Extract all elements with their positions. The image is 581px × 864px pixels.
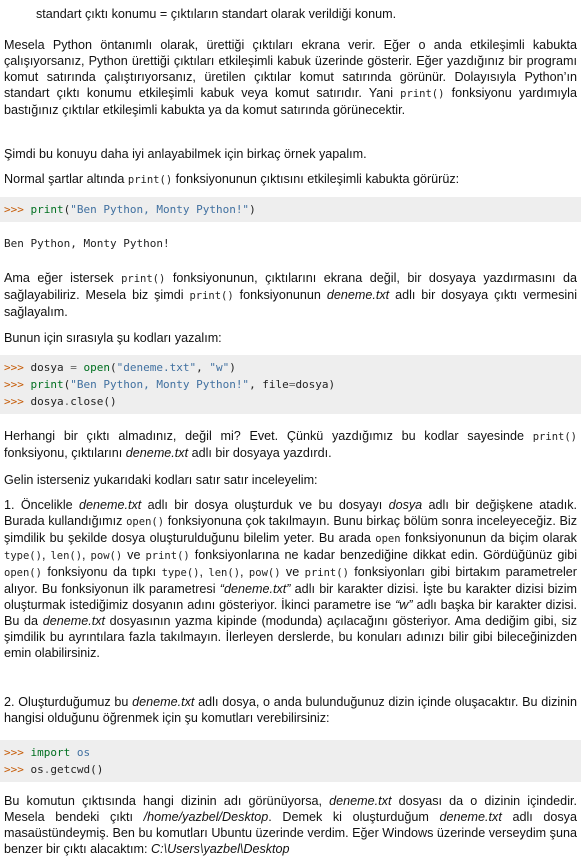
code-text: dosya) — [295, 378, 336, 391]
emphasis: “deneme.txt” — [219, 582, 291, 596]
code-operator: = — [288, 378, 296, 391]
text: adlı bir dosyaya çıktı vermesini sağlayalım. — [4, 288, 577, 319]
text: fonksiyonunun, çıktılarını ekrana değil, bir dosyaya yazdırmasını da sağlayabiliriz. Mesela biz şimdi — [4, 271, 577, 302]
paragraph-step-1 — [0, 497, 581, 661]
text: Normal şartlar altında — [4, 172, 128, 186]
text: fonksiyonu yardımıyla bastığınız çıktılar etkileşimli kabukta ya da komut satırında görünecektir. — [4, 86, 577, 117]
emphasis: C:\Users\yazbel\Desktop — [150, 842, 290, 856]
paragraph-line-by-line — [0, 472, 581, 488]
code-text: close() — [70, 395, 117, 408]
emphasis: deneme.txt — [439, 810, 502, 824]
inline-code: len() — [50, 550, 83, 562]
definition-line: standart çıktı konumu = çıktıların standart olarak verildiği konum. — [36, 7, 397, 21]
code-text: ) — [249, 203, 256, 216]
paragraph-step-2 — [0, 694, 581, 726]
code-text: dosya — [23, 361, 71, 374]
paragraph-directory — [0, 793, 581, 857]
code-operator: = — [70, 361, 77, 374]
text: . Demek ki oluşturduğum — [268, 810, 440, 824]
inline-code: print() — [145, 550, 190, 562]
paragraph-no-output — [0, 428, 581, 461]
text: Şimdi bu konuyu daha iyi anlayabilmek için birkaç örnek yapalım. — [4, 147, 367, 161]
inline-code: open — [375, 533, 401, 545]
text: fonksiyonunun — [233, 288, 327, 302]
text: fonksiyonunun çıktısını etkileşimli kabukta görürüz: — [172, 172, 460, 186]
inline-code: print() — [189, 290, 234, 302]
inline-code: print() — [121, 273, 166, 285]
inline-code: open() — [126, 516, 165, 528]
code-text: os — [30, 763, 44, 776]
text: adlı dosya masaüstündeymiş. Ben bu komutları Ubuntu üzerinde verdim. Eğer Windows üzerinde verseydim şuna benzer bir çıktı alacaktım: — [4, 810, 577, 856]
emphasis: dosya — [388, 498, 423, 512]
text: Gelin isterseniz yukarıdaki kodları satır satır inceleyelim: — [4, 473, 318, 487]
inline-code: print() — [400, 88, 445, 100]
paragraph-write-code — [0, 330, 581, 346]
code-string: "deneme.txt" — [116, 361, 197, 374]
emphasis: deneme.txt — [326, 288, 390, 302]
text: Bu komutun çıktısında hangi dizinin adı görünüyorsa, — [4, 794, 330, 808]
inline-code: pow() — [248, 567, 281, 579]
text: fonksiyonlarına ne kadar benzediğine dikkat edin. Gördüğünüz gibi — [189, 548, 577, 562]
paragraph-print-to-file — [0, 270, 581, 320]
text: fonksiyonu, çıktılarını — [4, 446, 126, 460]
text: fonksiyonuna çok takılmayın. Bunu birkaç bölüm sonra inceleyeceğiz. Biz şimdilik bu şekilde dosya oluşturulduğunu bilelim yeter. Bu arada — [4, 514, 577, 545]
code-builtin: open — [83, 361, 110, 374]
text: 1. Öncelikle — [4, 498, 79, 512]
code-operator: . — [63, 395, 71, 408]
text: , — [82, 548, 91, 562]
code-text: ) — [229, 361, 236, 374]
code-text: , — [196, 361, 210, 374]
code-output: Ben Python, Monty Python! — [0, 231, 581, 256]
code-builtin: print — [30, 203, 64, 216]
text: dosyası da o dizinin içindedir. Mesela bendeki çıktı — [4, 794, 577, 824]
emphasis: deneme.txt — [132, 695, 195, 709]
code-string: "Ben Python, Monty Python!" — [70, 378, 250, 391]
text: Bunun için sırasıyla şu kodları yazalım: — [4, 331, 222, 345]
code-prompt: >>> — [4, 395, 24, 408]
text: , — [41, 548, 51, 562]
inline-code: pow() — [90, 550, 123, 562]
text: Herhangi bir çıktı almadınız, değil mi? Evet. Çünkü yazdığımız bu kodlar sayesinde — [4, 429, 533, 443]
code-block-file — [0, 355, 581, 414]
text: ve — [122, 548, 146, 562]
text: dosyasının yazma kipinde (modunda) açılacağını gösteriyor. Ama dediğim gibi, siz şimdilik bu ayrıntılara fazla takılmayın. İlerleyen derslerde, bu konuları adınızı bilir gibi bileceğinizden emin olabilirsiniz. — [4, 614, 577, 660]
code-string: "Ben Python, Monty Python!" — [70, 203, 250, 216]
text: , — [240, 565, 249, 579]
text: Ama eğer istersek — [4, 271, 122, 285]
text: Mesela Python öntanımlı olarak, ürettiği çıktıları ekrana verir. Eğer o anda etkileşimli kabukta çalışıyorsanız, Python ürettiği çıktıları etkileşimli kabuk üzerinde gösterir. Eğer yazdığınız bir programı komut satırında çalıştırıyorsanız, üretilen çıktılar komut satırında görünür. Dolayısıyla Python’ın standart çıktı konumu etkileşimli kabuk veya komut satırıdır. Yani — [4, 38, 577, 100]
emphasis: deneme.txt — [125, 446, 189, 460]
text: fonksiyonları gibi birtakım parametreler alıyor. Bu fonksiyonun ilk parametresi — [4, 565, 577, 596]
code-prompt: >>> — [4, 203, 24, 216]
text: ve — [280, 565, 305, 579]
code-module: os — [76, 746, 91, 759]
paragraph-default-output — [0, 37, 581, 118]
code-string: "w" — [209, 361, 230, 374]
code-text: ( — [63, 378, 71, 391]
text: adlı bir dosyaya yazdırdı. — [188, 446, 332, 460]
emphasis: deneme.txt — [329, 794, 392, 808]
inline-code: type() — [4, 550, 42, 562]
inline-code: print() — [127, 174, 173, 186]
inline-code: open() — [4, 567, 42, 579]
paragraph-example-intro — [0, 146, 581, 162]
code-operator: . — [43, 763, 51, 776]
code-prompt: >>> — [4, 378, 24, 391]
text: , — [199, 565, 209, 579]
inline-code: len() — [208, 567, 241, 579]
code-block-print — [0, 197, 581, 222]
code-text: , file — [249, 378, 289, 391]
code-output-block — [0, 231, 581, 256]
inline-code: type() — [161, 567, 200, 579]
inline-code: print() — [304, 567, 349, 579]
emphasis: deneme.txt — [78, 498, 142, 512]
text: adlı dosya, o anda bulunduğunuz dizin içinde oluşacaktır. Bu dizinin hangisi olduğunu öğrenmek için şu komutları verebilirsiniz: — [4, 695, 577, 725]
code-text: ( — [63, 203, 71, 216]
text: adlı başka bir karakter dizisi. Bu da — [4, 598, 578, 628]
emphasis: deneme.txt — [42, 614, 105, 628]
text: fonksiyonu da tıpkı — [41, 565, 162, 579]
paragraph-normal-conditions — [0, 171, 581, 188]
code-prompt: >>> — [4, 361, 24, 374]
emphasis: “w” — [395, 598, 413, 612]
definition-paragraph — [0, 6, 581, 22]
code-text: getcwd() — [50, 763, 104, 776]
code-prompt: >>> — [4, 763, 24, 776]
text: adlı bir dosya oluşturduk ve bu dosyayı — [141, 498, 389, 512]
text: fonksiyonunun da biçim olarak — [400, 531, 577, 545]
text: adlı bir karakter dizisi. İşte bu karakter dizisi bizim oluşturmak istediğimiz dosyanın adını gösteriyor. İkinci parametre ise — [4, 582, 577, 612]
code-builtin: print — [30, 378, 64, 391]
code-text: ( — [109, 361, 117, 374]
text: 2. Oluşturduğumuz bu — [4, 695, 133, 709]
code-keyword: import — [30, 746, 71, 759]
emphasis: /home/yazbel/Desktop — [143, 810, 269, 824]
code-block-getcwd — [0, 740, 581, 782]
code-prompt: >>> — [4, 746, 24, 759]
text: adlı bir değişkene atadık. Burada kullandığımız — [4, 498, 578, 528]
inline-code: print() — [532, 431, 577, 443]
code-text: dosya — [23, 395, 64, 408]
